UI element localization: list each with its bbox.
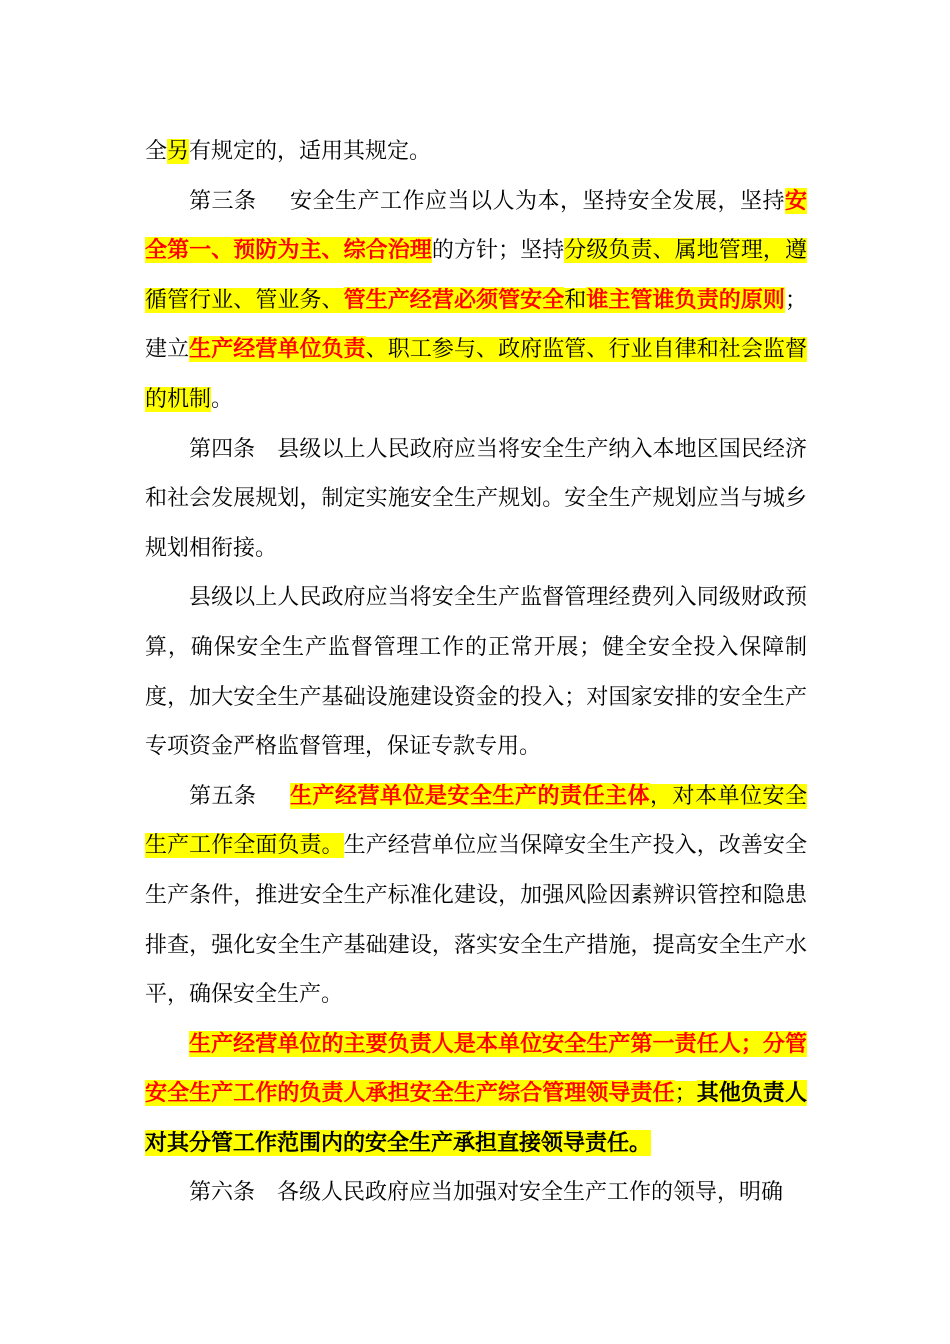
paragraph-continuation [145, 127, 807, 177]
highlighted-text: 和 [564, 287, 587, 313]
highlighted-emphasis: 谁主管谁负责的原则 [586, 286, 785, 313]
highlighted-text: 分级负责、属地管理，遵循管行业、管业务、 [145, 238, 807, 313]
article-label: 第四条 [189, 436, 256, 462]
text-run: 有规定的，适用其规定。 [189, 139, 432, 164]
article-label: 第六条 [189, 1180, 256, 1206]
article-6 [145, 1168, 807, 1218]
highlighted-emphasis: 生产经营单位负责 [189, 336, 366, 363]
highlighted-emphasis: 生产经营单位是安全生产的责任主体 [289, 782, 650, 809]
text-run: ；建立 [145, 287, 807, 363]
text-run: 各级人民政府应当加强对安全生产工作的领导，明确 [277, 1180, 784, 1206]
text-run: 生产经营单位应当保障安全生产投入，改善安全生产条件，推进安全生产标准化建设，加强风险因素辨识管控和隐患排查，强化安全生产基础建设，落实安全生产措施，提高安全生产水平，确保安全生产。 [145, 833, 807, 1008]
text-run: 的方针；坚持 [431, 238, 565, 264]
document-body [145, 127, 807, 1218]
highlighted-text: 、职工参与、政府监管、行业自律和社会监督的机制 [145, 337, 807, 412]
article-4-paragraph-2 [145, 573, 807, 771]
text-run: 全 [145, 139, 168, 164]
highlighted-text: ； [674, 1081, 697, 1107]
highlighted-text: 另 [167, 139, 190, 164]
highlighted-emphasis: 生产经营单位的主要负责人是本单位安全生产第一责任人；分管安全生产工作的负责人承担安全生产综合管理领导责任 [145, 1030, 807, 1107]
highlighted-bold: 其他负责人对其分管工作范围内的安全生产承担直接领导责任。 [145, 1080, 807, 1156]
text-run: 县级以上人民政府应当将安全生产监督管理经费列入同级财政预算，确保安全生产监督管理工作的正常开展；健全安全投入保障制度，加大安全生产基础设施建设资金的投入；对国家安排的安全生产专项资金严格监督管理，保证专款专用。 [145, 585, 807, 760]
highlighted-emphasis: 管生产经营必须管安全 [343, 286, 565, 313]
highlighted-emphasis: 安全第一、预防为主、综合治理 [145, 187, 807, 264]
highlighted-text: ，对本单位安全生产工作全面负责。 [145, 783, 807, 859]
text-run: 县级以上人民政府应当将安全生产纳入本地区国民经济和社会发展规划，制定实施安全生产规划。安全生产规划应当与城乡规划相衔接。 [145, 436, 807, 561]
article-3 [145, 177, 807, 425]
article-5 [145, 772, 807, 1020]
text-run: 。 [211, 386, 234, 412]
article-label: 第三条 [189, 188, 257, 214]
article-5-paragraph-2 [145, 1020, 807, 1169]
article-4 [145, 425, 807, 574]
article-label: 第五条 [189, 783, 257, 809]
text-run: 安全生产工作应当以人为本，坚持安全发展，坚持 [289, 188, 785, 214]
